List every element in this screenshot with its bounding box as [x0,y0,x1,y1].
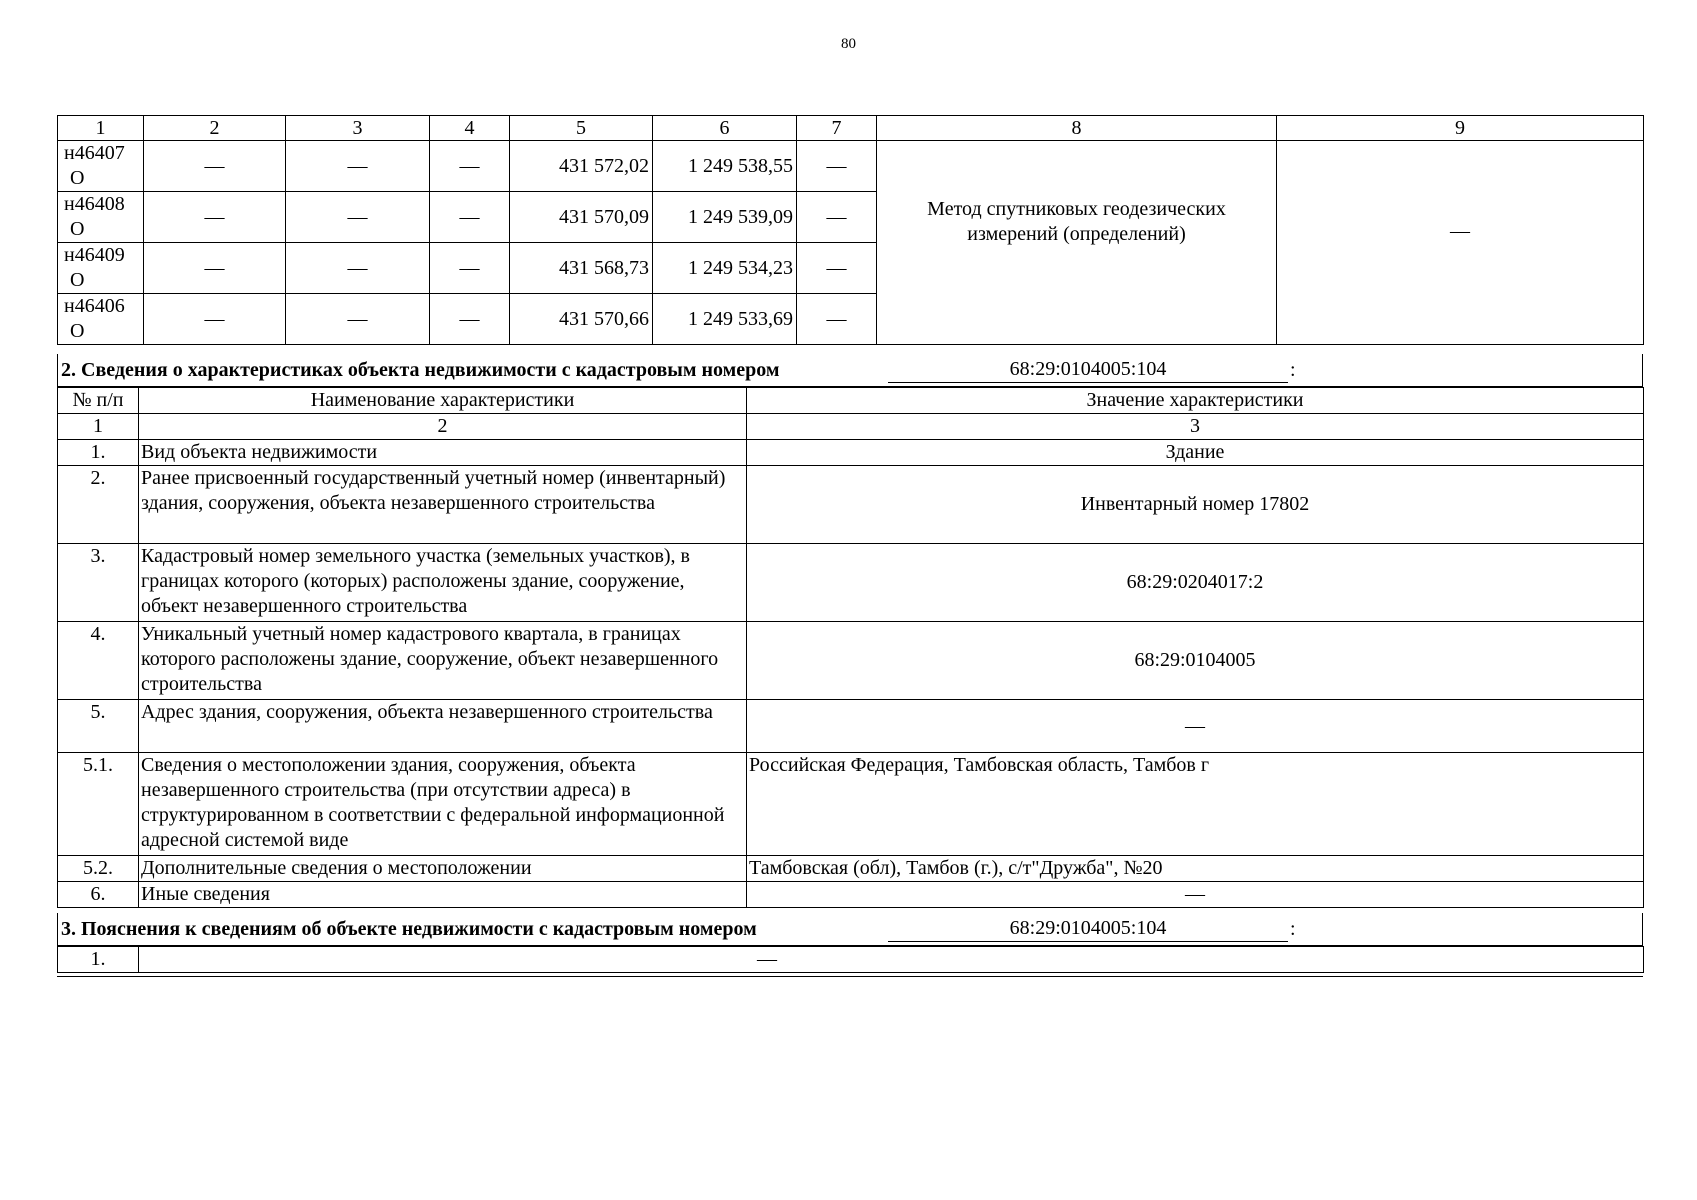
characteristics-table [57,387,1644,908]
explanations-table [57,946,1644,973]
point-id-line: н46406 [64,295,125,317]
row-num: 6. [58,882,139,908]
table-row [58,466,1644,544]
row-value: 68:29:0204017:2 [747,544,1644,622]
row-value: — [139,947,1644,973]
cell: — [144,243,286,294]
table-row [58,141,1644,192]
row-num: 5.1. [58,753,139,856]
point-id-line: н46407 [64,142,125,164]
point-id [58,294,144,345]
y-coordinate: 1 249 534,23 [653,243,797,294]
table-row [58,947,1644,973]
cell: — [286,294,430,345]
y-coordinate: 1 249 539,09 [653,192,797,243]
page-number: 80 [841,36,856,52]
cell: — [144,192,286,243]
cell: — [286,243,430,294]
point-id-line: О [70,320,85,342]
row-name: Кадастровый номер земельного участка (земельных участков), в границах которого (которых) расположены здание, сооружение, объект незавершенного строительства [139,544,747,622]
characteristics-subheader-row [58,414,1644,440]
row-num: 5.2. [58,856,139,882]
subheader-name: 2 [139,414,747,440]
method-line: измерений (определений) [967,222,1186,245]
header-value: Значение характеристики [747,388,1644,414]
cell: — [144,141,286,192]
row-value: Здание [747,440,1644,466]
col-header: 4 [430,116,510,141]
point-id-line: О [70,167,85,189]
table-row [58,700,1644,753]
col-header: 2 [144,116,286,141]
table-row [58,753,1644,856]
row-value: Инвентарный номер 17802 [747,466,1644,544]
row-value: 68:29:0104005 [747,622,1644,700]
cell: — [797,243,877,294]
point-id [58,141,144,192]
row-name: Иные сведения [139,882,747,908]
row-name: Адрес здания, сооружения, объекта незавершенного строительства [139,700,747,753]
point-id [58,243,144,294]
cell: — [797,192,877,243]
row-value: — [747,700,1644,753]
row-num: 5. [58,700,139,753]
point-id-line: н46408 [64,193,125,215]
col-header: 7 [797,116,877,141]
col-header: 3 [286,116,430,141]
table-row [58,622,1644,700]
col-header: 5 [510,116,653,141]
cell: — [430,192,510,243]
table-row [58,440,1644,466]
cell: — [797,294,877,345]
point-id-line: н46409 [64,244,125,266]
cell: — [430,294,510,345]
section-3-colon: : [1290,918,1296,940]
bottom-double-line [57,976,1643,977]
row-value: Тамбовская (обл), Тамбов (г.), с/т"Дружба", №20 [747,856,1644,882]
cell: — [286,192,430,243]
x-coordinate: 431 570,66 [510,294,653,345]
col-header: 9 [1277,116,1644,141]
y-coordinate: 1 249 538,55 [653,141,797,192]
row-num: 1. [58,947,139,973]
section-2-heading: 2. Сведения о характеристиках объекта недвижимости с кадастровым номером [61,359,780,381]
col-header: 6 [653,116,797,141]
row-num: 1. [58,440,139,466]
method-line: Метод спутниковых геодезических [927,197,1226,220]
x-coordinate: 431 570,09 [510,192,653,243]
section-2-title [57,354,1643,387]
row-value: — [747,882,1644,908]
row-num: 3. [58,544,139,622]
cell: — [286,141,430,192]
row-name: Уникальный учетный номер кадастрового квартала, в границах которого расположены здание, сооружение, объект незавершенного строительства [139,622,747,700]
row-name: Дополнительные сведения о местоположении [139,856,747,882]
header-name: Наименование характеристики [139,388,747,414]
col-header: 8 [877,116,1277,141]
header-num: № п/п [58,388,139,414]
cell: — [144,294,286,345]
coordinates-table [57,115,1644,345]
subheader-num: 1 [58,414,139,440]
point-id [58,192,144,243]
cell: — [797,141,877,192]
point-id-line: О [70,269,85,291]
cell: — [430,243,510,294]
coordinates-header-row [58,116,1644,141]
row-name: Ранее присвоенный государственный учетный номер (инвентарный) здания, сооружения, объекта незавершенного строительства [139,466,747,544]
col-header: 1 [58,116,144,141]
section-3-title [57,913,1643,946]
cell: — [430,141,510,192]
section-3-cadastral-number: 68:29:0104005:104 [888,913,1288,942]
method-cell [877,141,1277,345]
x-coordinate: 431 572,02 [510,141,653,192]
section-3-heading: 3. Пояснения к сведениям об объекте недвижимости с кадастровым номером [61,918,757,940]
table-row [58,544,1644,622]
table-row [58,856,1644,882]
y-coordinate: 1 249 533,69 [653,294,797,345]
row-name: Вид объекта недвижимости [139,440,747,466]
characteristics-header-row [58,388,1644,414]
table-row [58,882,1644,908]
row-num: 2. [58,466,139,544]
subheader-value: 3 [747,414,1644,440]
point-id-line: О [70,218,85,240]
row-name: Сведения о местоположении здания, сооружения, объекта незавершенного строительства (при отсутствии адреса) в структурированном в соответствии с федеральной информационной адресной системой виде [139,753,747,856]
x-coordinate: 431 568,73 [510,243,653,294]
row-value: Российская Федерация, Тамбовская область, Тамбов г [747,753,1644,856]
section-2-cadastral-number: 68:29:0104005:104 [888,354,1288,383]
col9-cell: — [1277,141,1644,345]
row-num: 4. [58,622,139,700]
section-2-colon: : [1290,359,1296,381]
